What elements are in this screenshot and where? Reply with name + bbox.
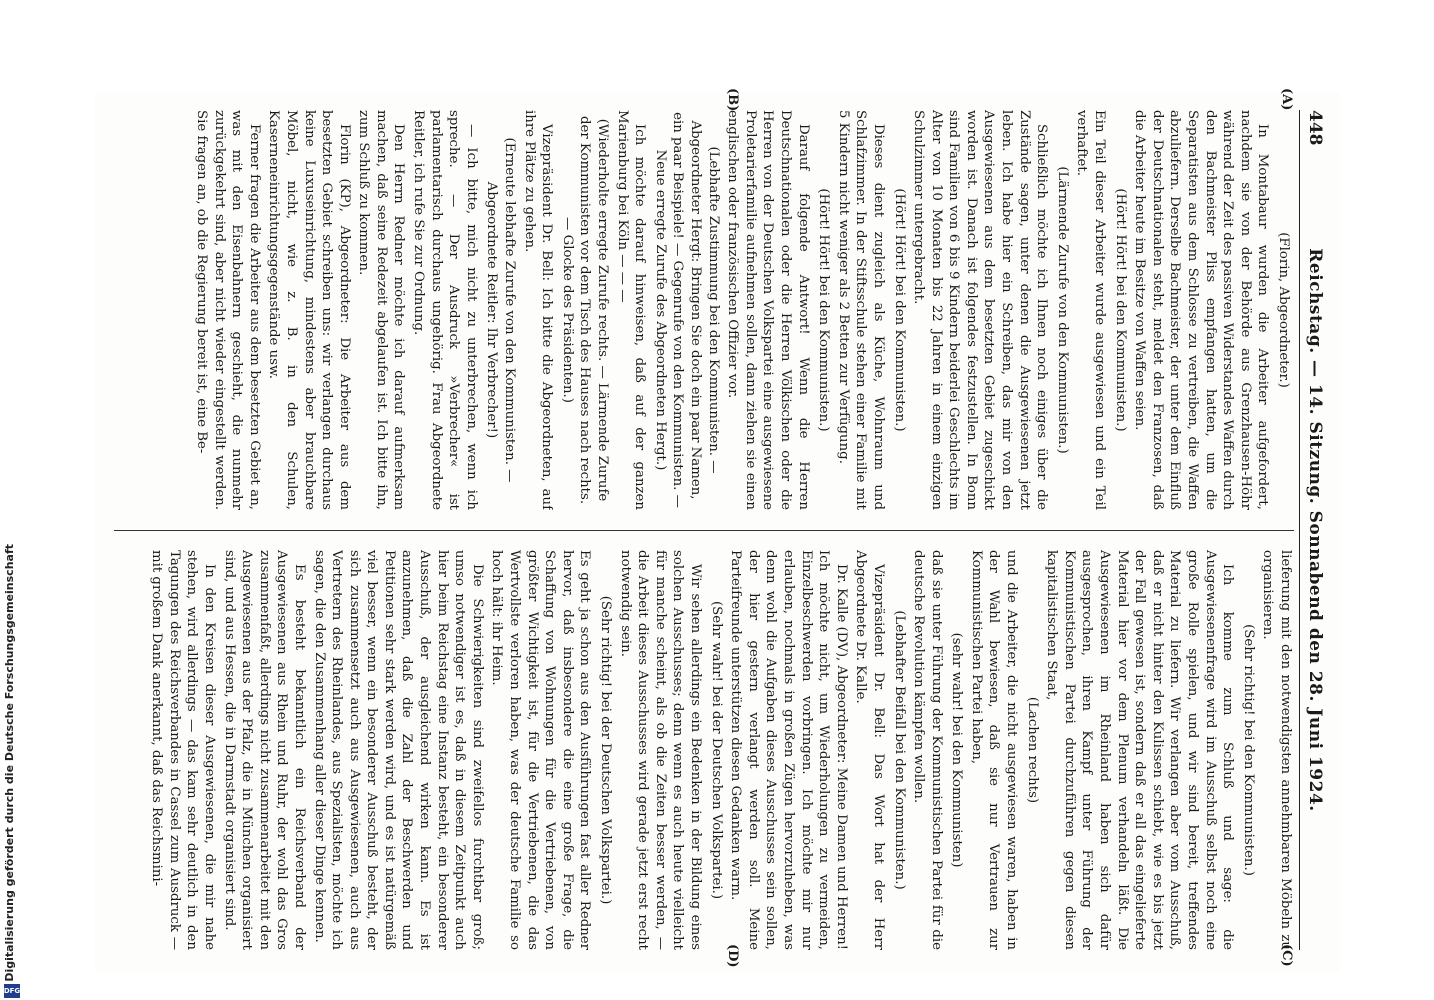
margin-letter-c: (C) [1279,944,1294,967]
paragraph: Wir sehen allerdings ein Bedenken in der Bildung eines solchen Ausschusses; denn wenn es auch heute vielleicht für manche scheint, als ob die Zeiten besser werden, — die Arbeit dieses Ausschusses wird gerade jetzt erst recht notwendig sein. [617,550,703,950]
paragraph: Ein Teil dieser Arbeiter wurde ausgewiesen und ein Teil verhaftet. [1074,110,1108,510]
paragraph: Ferner fragen die Arbeiter aus dem besetzten Gebiet an, was mit den Eisenbahnern geschieht, die nunmehr zurückgekehrt sind, aber nicht wieder eingestellt werden. Sie fragen an, ob die Regierung bereit ist, eine Be- [193,110,262,510]
interjection: (Hört! Hört! bei den Kommunisten.) [816,188,832,432]
margin-letter-b: (B) [725,88,740,112]
paragraph: In den Kreisen dieser Ausgewiesenen, die mir nahe stehen, wird allerdings — das kam sehr deutlich in den Tagungen des Reichsverbandes in Cassel zum Ausdruck — mit großem Dank anerkannt, daß das Reichsmini- [149,550,217,950]
paragraph: Den Herrn Redner möchte ich darauf aufmerksam machen, daß seine Redezeit abgelaufen ist. Ich bitte ihn, zum Schluß zu kommen. [356,110,407,510]
paragraph: Vizepräsident Dr. Bell: Das Wort hat der Herr Abgeordnete Dr. Kalle. [853,550,886,950]
paragraph: Dieses dient zugleich als Küche, Wohnraum und Schlafzimmer. In der Stiftsschule stehen einer Familie mit 5 Kindern nicht weniger als 2 Betten zur Verfügung. [835,110,886,510]
left-column [109,110,1294,510]
interjection: (Florin, Abgeordneter.) [1276,232,1291,388]
paragraph: Florin (KP), Abgeordneter: Die Arbeiter aus dem besetzten Gebiet schreiben uns: wir verlangen durchaus keine Luxuseinrichtung, mindestens aber brauchbare Möbel, nicht, wie z. B. in den Schulen, Kaserneneinrichtungsgegenstände usw. [266,110,352,510]
paragraph: lieferung mit den notwendigsten annehmbaren Möbeln zu organisieren. [1260,550,1293,950]
interjection: (Erneute lebhafte Zurufe von den Kommunisten. — Abgeordnete Reitler: Ihr Verbrecher!) [484,137,518,483]
interjection: (sehr wahr! bei den Kommunisten) [949,632,965,868]
paragraph: Es besteht bekanntlich ein Reichsverband der Ausgewiesenen aus Rhein und Ruhr, der wohl das Gros zusammenfaßt, allerdings nicht zusammenarbeitet mit den Ausgewiesenen aus der Pfalz, die in München organisiert sind, und aus Hessen, die in Darmstadt organisiert sind. [221,550,307,950]
interjection: (Sehr richtig! bei den Kommunisten.) [1240,624,1256,876]
paragraph: daß sie unter Führung der Kommunistischen Partei für die deutsche Revolution kämpfen wollen. [911,550,944,950]
sidebar-credit [0,0,26,1000]
interjection: (Wiederholte erregte Zurufe rechts. — Lärmende Zurufe der Kommunisten vor dem Tisch des Hauses nach rechts. — Glocke des Präsidenten.) [559,115,611,505]
margin-letter-a: (A) [1279,88,1294,111]
interjection: (Lärmende Zurufe von den Kommunisten.) [1054,166,1070,454]
paragraph: Ich komme zum Schluß und sage: die Ausgewiesenenfrage wird im Ausschuß selbst noch eine große Rolle spielen, und wir sind bereit, treffendes Material zu liefern. Wir verlangen aber vom Ausschuß, daß er nicht hinter den Kulissen schiebt, wie es bis jetzt der Fall gewesen ist, sondern daß er all das eingelieferte Material hier vor dem Plenum verhandeln läßt. Die Ausgewiesenen im Rheinland haben sich dafür ausgesprochen, ihren Kampf unter Führung der Kommunistischen Partei durchzuführen gegen diesen kapitalistischen Staat, [1044,550,1236,950]
interjection: (Lachen rechts) [1024,696,1040,804]
margin-letter-d: (D) [725,944,740,968]
paragraph: Darauf folgende Antwort! Wenn die Herren Deutschnationalen oder die Herren Völkischen oder die Herren von der Deutschen Volkspartei eine ausgewiesene Proletarierfamilie aufnehmen sollen, dann ziehen sie einen englischen oder französischen Offizier vor. [725,110,811,510]
paragraph: Dr. Kalle (DV), Abgeordneter: Meine Damen und Herren! Ich möchte nicht, um Wiederholungen zu vermeiden, Einzelbeschwerden vorbringen. Ich möchte mir nur erlauben, nochmals in großen Zügen hervorzuheben, was denn wohl die Aufgaben dieses Ausschusses sein sollen, der hier gestern verlangt werden soll. Meine Parteifreunde unterstützen diesen Gedanken warm. [728,550,849,950]
column-divider [114,530,1294,531]
page-header [1299,110,1330,950]
paragraph: Ich möchte darauf hinweisen, daß auf der ganzen Marienburg bei Köln — — — [614,110,648,510]
paragraph: — Ich bitte, mich nicht zu unterbrechen, wenn ich spreche. — Der Ausdruck »Verbrecher« ist parlamentarisch durchaus ungehörig. Frau Abgeordnete Reitler, ich rufe Sie zur Ordnung. [411,110,479,510]
paragraph: In Montabaur wurden die Arbeiter aufgefordert, nachdem sie von der Behörde aus Grenzhausen-Höhr während der Zeit des passiven Widerstandes Waffen durch den Bachmeister Pliss empfangen hatten, um die Separatisten aus dem Schlosse zu vertreiben, die Waffen abzuliefern. Derselbe Bachmeister, der unter dem Einfluß der Deutschnationalen steht, meldet den Franzosen, daß die Arbeiter heute im Besitze von Waffen seien. [1132,110,1271,510]
dfg-credit-text: Digitalisierung gefördert durch die Deutsche Forschungsgemeinschaft [3,544,16,982]
scanned-page [95,88,1340,972]
interjection: (Hört! Hört! bei den Kommunisten.) [891,188,907,432]
page-title: Reichstag. — 14. Sitzung. Sonnabend den 28. Juni 1924. [1305,248,1325,812]
paragraph: und die Arbeiter, die nicht ausgewiesen waren, haben in der Wahl bewiesen, daß sie nur Vertrauen zur Kommunistischen Partei haben, [968,550,1020,950]
interjection: (Hört! Hört! bei den Kommunisten.) [1112,188,1128,432]
dfg-logo: DFG [4,984,20,998]
paragraph: Die Schwierigkeiten sind zweifellos furchtbar groß; umso notwendiger ist es, daß in diesem Zeitpunkt auch hier beim Reichstag eine Instanz besteht, ein besonderer Ausschuß, der ausgleichend wirken kann. Es ist anzunehmen, daß die Zahl der Beschwerden und Petitionen sehr stark werden wird, und es ist natürgemäß viel besser, wenn ein besonderer Ausschuß besteht, der sich zusammensetzt auch aus Ausgewiesenen, auch aus Vertretern des Rheinlandes, aus Spezialisten, möchte ich sagen, die den Zusammenhang aller dieser Dinge kennen. [311,550,485,950]
interjection: (Sehr richtig! bei der Deutschen Volkspartei.) [598,595,614,905]
interjection: (Lebhafter Beifall bei den Kommunisten.) [891,610,907,890]
paragraph: Schließlich möchte ich Ihnen noch einiges über die Zustände sagen, unter denen die Ausgewiesenen jetzt leben. Ich habe hier ein Schreiben, das mir von den Ausgewiesenen aus dem besetzten Gebiet zugeschickt worden ist. Danach ist folgendes festzustellen. In Bonn sind Familien von 6 bis 9 Kindern beiderlei Geschlechts im Alter von 10 Monaten bis 22 Jahren in einem einzigen Schulzimmer untergebracht. [911,110,1050,510]
interjection: (Lebhafte Zustimmung bei den Kommunisten. — Abgeordneter Hergt: Bringen Sie doch ein paar Namen, ein paar Beispiele! — Gegenrufe von den Kommunisten. — Neue erregte Zurufe des Abgeordneten Hergt.) [652,112,721,508]
paragraph: Es geht ja schon aus den Ausführungen fast aller Redner hervor, daß insbesondere die eine große Frage, die Schaffung von Wohnungen für die Vertriebenen, von größter Wichtigkeit ist, für die Vertriebenen, die das Wertvollste verloren haben, was der deutsche Familie so hoch hält: ihr Heim. [489,550,593,950]
right-column [109,550,1294,950]
page-number: 448 [1305,110,1325,146]
interjection: (Sehr wahr! bei der Deutschen Volkspartei.) [708,600,724,900]
paragraph: Vizepräsident Dr. Bell: Ich bitte die Abgeordneten, auf ihre Plätze zu gehen. [521,110,555,510]
